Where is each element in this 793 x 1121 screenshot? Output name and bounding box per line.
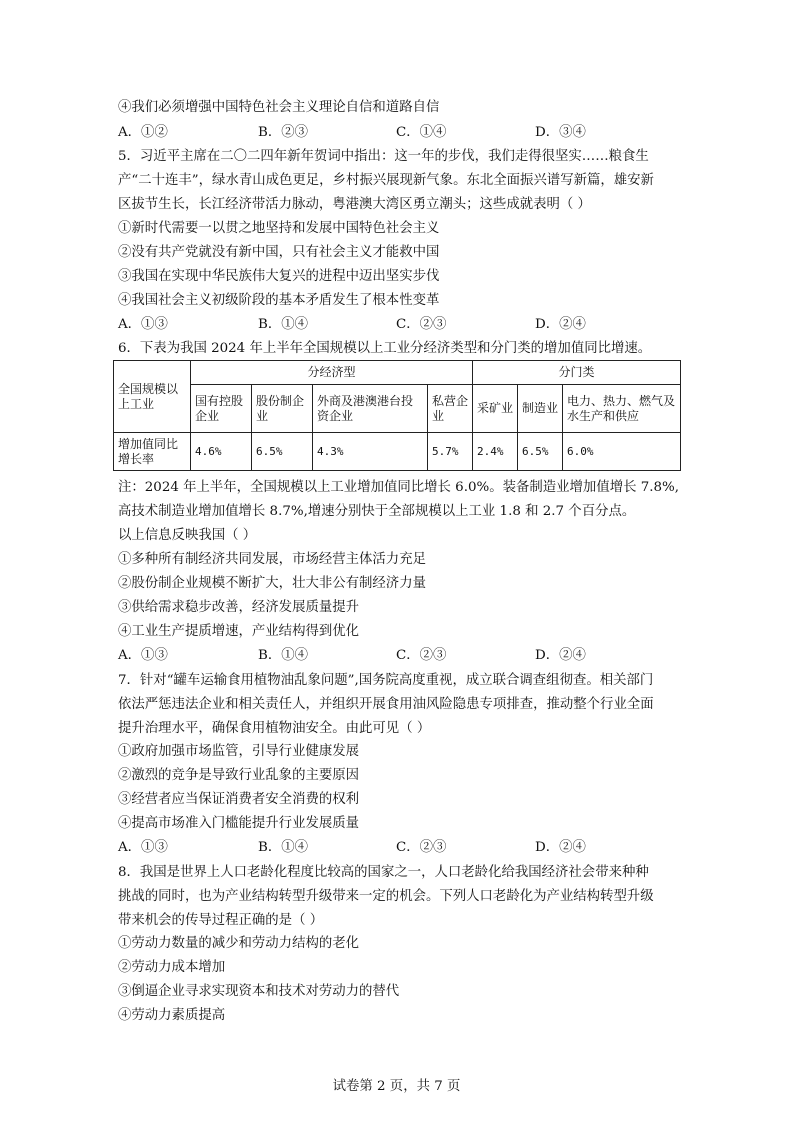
q5-option-c: C．②③ — [396, 317, 447, 332]
q5-statement-1: ①新时代需要一以贯之地坚持和发展中国特色社会主义 — [118, 221, 440, 236]
table-cell: 6.5% — [518, 433, 563, 471]
q4-option-b: B．②③ — [258, 125, 309, 140]
q8-statement-3: ③倒逼企业寻求实现资本和技术对劳动力的替代 — [118, 984, 400, 999]
q6-option-b: B．①④ — [258, 648, 309, 663]
table-group-header-sector: 分门类 — [473, 361, 681, 385]
q5-stem-line2: 产“二十连丰”，绿水青山成色更足，乡村振兴展现新气象。东北全面振兴谱写新篇，雄安新 — [118, 173, 654, 188]
q6-statement-3: ③供给需求稳步改善，经济发展质量提升 — [118, 600, 360, 615]
industry-growth-table — [113, 360, 681, 471]
q8-statement-4: ④劳动力素质提高 — [118, 1008, 226, 1023]
table-cell: 6.5% — [252, 433, 313, 471]
table-cell: 4.3% — [313, 433, 428, 471]
q5-statement-2: ②没有共产党就没有新中国，只有社会主义才能救中国 — [118, 245, 440, 260]
q5-option-a: A．①③ — [118, 317, 168, 332]
q7-option-b: B．①④ — [258, 840, 309, 855]
q7-option-c: C．②③ — [396, 840, 447, 855]
table-col-header: 国有控股企业 — [191, 385, 252, 433]
page-footer: 试卷第 2 页，共 7 页 — [332, 1079, 461, 1094]
q6-note-line2: 高技术制造业增加值增长 8.7%,增速分别快于全部规模以上工业 1.8 和 2.7 个百分点。 — [118, 504, 636, 519]
q8-stem-line1: 8．我国是世界上人口老龄化程度比较高的国家之一，人口老龄化给我国经济社会带来种种 — [118, 865, 649, 880]
q7-statement-2: ②激烈的竞争是导致行业乱象的主要原因 — [118, 768, 360, 783]
q7-stem-line2: 依法严惩违法企业和相关责任人，并组织开展食用油风险隐患专项排查，推动整个行业全面 — [118, 697, 654, 712]
table-col-header: 制造业 — [518, 385, 563, 433]
q6-stem: 6．下表为我国 2024 年上半年全国规模以上工业分经济类型和分门类的增加值同比增速。 — [118, 341, 652, 356]
q5-stem-line1: 5．习近平主席在二〇二四年新年贺词中指出：这一年的步伐，我们走得很坚实……粮食生 — [118, 149, 649, 164]
q5-option-b: B．①④ — [258, 317, 309, 332]
table-col-header: 股份制企业 — [252, 385, 313, 433]
table-group-header-ownership: 分经济型 — [191, 361, 473, 385]
table-cell: 6.0% — [563, 433, 681, 471]
q4-option-a: A．①② — [118, 125, 168, 140]
q6-option-c: C．②③ — [396, 648, 447, 663]
q6-statement-2: ②股份制企业规模不断扩大，壮大非公有制经济力量 — [118, 576, 426, 591]
q5-statement-4: ④我国社会主义初级阶段的基本矛盾发生了根本性变革 — [118, 293, 440, 308]
table-row-label: 增加值同比增长率 — [114, 433, 191, 471]
q5-stem-line3: 区拔节生长，长江经济带活力脉动，粤港澳大湾区勇立潮头；这些成就表明（ ） — [118, 197, 591, 212]
table-cell: 5.7% — [428, 433, 473, 471]
q6-option-d: D．②④ — [535, 648, 586, 663]
q8-statement-2: ②劳动力成本增加 — [118, 960, 226, 975]
q4-option-c: C．①④ — [396, 125, 447, 140]
q4-option-d: D．③④ — [535, 125, 586, 140]
q8-statement-1: ①劳动力数量的减少和劳动力结构的老化 — [118, 936, 360, 951]
q6-note-line1: 注：2024 年上半年，全国规模以上工业增加值同比增长 6.0%。装备制造业增加值增长 7.8%, — [118, 480, 680, 495]
table-col-header: 采矿业 — [473, 385, 518, 433]
q7-option-d: D．②④ — [535, 840, 586, 855]
table-col-header: 私营企业 — [428, 385, 473, 433]
q7-option-a: A．①③ — [118, 840, 168, 855]
table-cell: 4.6% — [191, 433, 252, 471]
table-corner-header: 全国规模以上工业 — [114, 361, 191, 433]
table-col-header: 电力、热力、燃气及水生产和供应 — [563, 385, 681, 433]
q7-stem-line3: 提升治理水平，确保食用植物油安全。由此可见（ ） — [118, 721, 431, 736]
q7-statement-4: ④提高市场准入门槛能提升行业发展质量 — [118, 816, 360, 831]
q7-stem-line1: 7．针对“罐车运输食用植物油乱象问题”,国务院高度重视，成立联合调查组彻查。相关部门 — [118, 673, 654, 688]
table-col-header: 外商及港澳港台投资企业 — [313, 385, 428, 433]
q5-option-d: D．②④ — [535, 317, 586, 332]
table-cell: 2.4% — [473, 433, 518, 471]
q7-statement-3: ③经营者应当保证消费者安全消费的权利 — [118, 792, 360, 807]
q5-statement-3: ③我国在实现中华民族伟大复兴的进程中迈出坚实步伐 — [118, 269, 440, 284]
q8-stem-line3: 带来机会的传导过程正确的是（ ） — [118, 913, 324, 928]
q6-statement-4: ④工业生产提质增速，产业结构得到优化 — [118, 624, 360, 639]
q6-question: 以上信息反映我国（ ） — [118, 528, 257, 543]
q6-statement-1: ①多种所有制经济共同发展，市场经营主体活力充足 — [118, 552, 426, 567]
q8-stem-line2: 挑战的同时，也为产业结构转型升级带来一定的机会。下列人口老龄化为产业结构转型升级 — [118, 889, 654, 904]
q4-statement-4: ④我们必须增强中国特色社会主义理论自信和道路自信 — [118, 100, 440, 115]
q7-statement-1: ①政府加强市场监管，引导行业健康发展 — [118, 744, 360, 759]
q6-option-a: A．①③ — [118, 648, 168, 663]
